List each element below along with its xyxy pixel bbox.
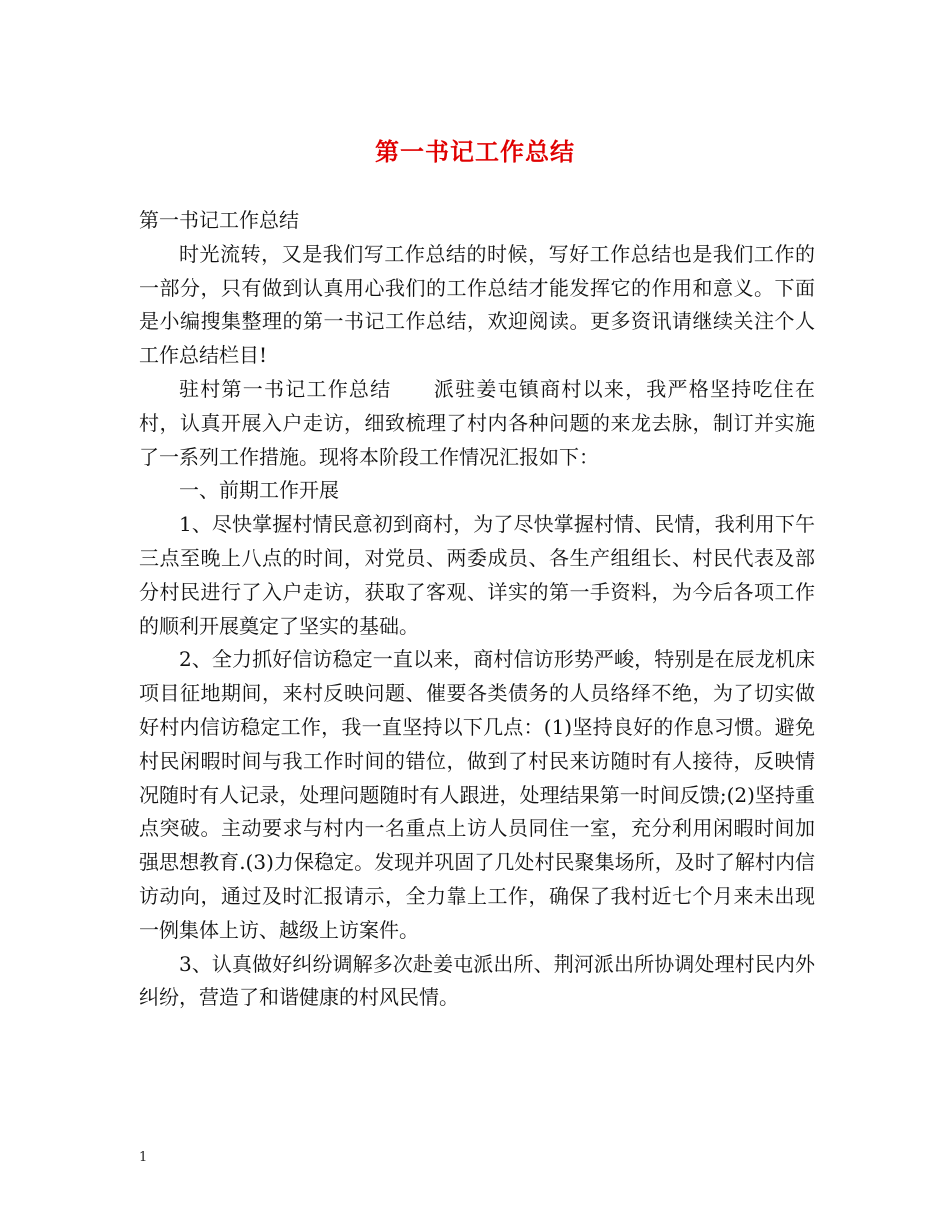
item-3-paragraph: 3、认真做好纠纷调解多次赴姜屯派出所、荆河派出所协调处理村民内外纠纷，营造了和谐健康的村风民情。 — [139, 951, 815, 1010]
item-2-paragraph: 2、全力抓好信访稳定一直以来，商村信访形势严峻，特别是在辰龙机床项目征地期间，来村反映问题、催要各类债务的人员络绎不绝，为了切实做好村内信访稳定工作，我一直坚持以下几点：(1)坚持良好的作息习惯。避免村民闲暇时间与我工作时间的错位，做到了村民来访随时有人接待，反映情况随时有人记录，处理问题随时有人跟进，处理结果第一时间反馈;(2)坚持重点突破。主动要求与村内一名重点上访人员同住一室，充分利用闲暇时间加强思想教育.(3)力保稳定。发现并巩固了几处村民聚集场所，及时了解村内信访动向，通过及时汇报请示，全力靠上工作，确保了我村近七个月来未出现一例集体上访、越级上访案件。 — [139, 647, 815, 942]
document-title: 第一书记工作总结 — [375, 137, 575, 166]
document-body — [139, 204, 815, 1015]
section-heading: 一、前期工作开展 — [179, 478, 339, 503]
page-number: 1 — [139, 1150, 148, 1165]
overview-paragraph: 驻村第一书记工作总结 派驻姜屯镇商村以来，我严格坚持吃住在村，认真开展入户走访，细致梳理了村内各种问题的来龙去脉，制订并实施了一系列工作措施。现将本阶段工作情况汇报如下： — [139, 376, 815, 469]
intro-paragraph: 时光流转，又是我们写工作总结的时候，写好工作总结也是我们工作的一部分，只有做到认真用心我们的工作总结才能发挥它的作用和意义。下面是小编搜集整理的第一书记工作总结，欢迎阅读。更多资讯请继续关注个人工作总结栏目! — [139, 241, 815, 368]
subtitle-paragraph: 第一书记工作总结 — [139, 208, 299, 232]
item-1-paragraph: 1、尽快掌握村情民意初到商村，为了尽快掌握村情、民情，我利用下午三点至晚上八点的时间，对党员、两委成员、各生产组组长、村民代表及部分村民进行了入户走访，获取了客观、详实的第一手资料，为今后各项工作的顺利开展奠定了坚实的基础。 — [139, 512, 815, 638]
